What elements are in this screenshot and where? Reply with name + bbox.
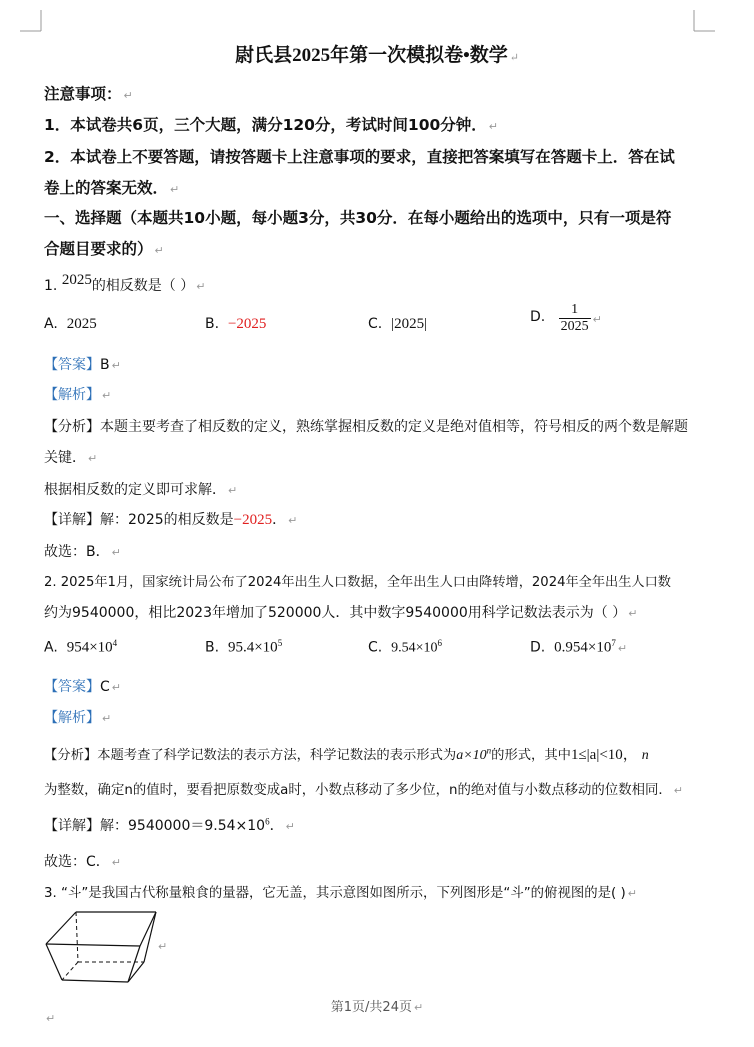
q1-analysis-line-2: 关键． ↵ <box>44 450 98 466</box>
end-para-mark: ↵ <box>46 1012 56 1025</box>
corner-mark-top-right <box>693 10 715 32</box>
figure-para-mark: ↵ <box>158 940 168 953</box>
q2-choose: 故选：C． ↵ <box>44 854 121 870</box>
q1-method: 根据相反数的定义即可求解． ↵ <box>44 482 238 498</box>
notice-item-2-line-2: 卷上的答案无效． ↵ <box>44 179 180 197</box>
q1-choose: 故选：B． ↵ <box>44 544 121 560</box>
q2-analysis-line-2: 为整数，确定n的值时，要看把原数变成a时，小数点移动了多少位，n的绝对值与小数点移动的位数相同． ↵ <box>44 783 683 798</box>
q2-option-a: A. $954\times 10^4$ <box>44 638 118 656</box>
section-header-line-2: 合题目要求的） ↵ <box>44 240 164 258</box>
question-2-line-1: 2. 2025年1月，国家统计局公布了2024年出生人口数据，全年出生人口由降转增，2024年全年出生人口数 <box>44 575 671 590</box>
q1-answer: 【答案】B ↵ <box>44 357 121 373</box>
q1-option-d: D. $\frac{1}{2025}$ ↵ <box>530 302 602 334</box>
q1-option-a: A. 2025 <box>44 316 97 332</box>
page-footer: 第1页/共24页 ↵ <box>330 1000 424 1015</box>
q2-option-c: C. $9.54\times 10^6$ <box>368 638 443 656</box>
q2-analysis-line-1: 【分析】本题考查了科学记数法的表示方法，科学记数法的表示形式为$a\times 10^n$的形式，其中1≤|a|<10， n <box>44 745 649 763</box>
notice-item-1: 1．本试卷共6页，三个大题，满分120分，考试时间100分钟． ↵ <box>44 116 498 134</box>
q1-option-c: C. |2025| <box>368 316 428 332</box>
q2-answer: 【答案】C ↵ <box>44 679 121 695</box>
notice-heading: 注意事项： ↵ <box>44 85 133 103</box>
q1-option-b: B. −2025 <box>205 316 267 332</box>
question-1-stem: 1. 2025的相反数是（ ） ↵ <box>44 272 206 294</box>
dou-measure-figure <box>40 906 164 990</box>
q1-analysis-line-1: 【分析】本题主要考查了相反数的定义，熟练掌握相反数的定义是绝对值相等，符号相反的两个数是解题 <box>44 419 688 435</box>
q1-detail: 【详解】解：2025的相反数是−2025． ↵ <box>44 512 298 528</box>
q2-option-b: B. $95.4\times 10^5$ <box>205 638 283 656</box>
page-title: 尉氏县2025年第一次模拟卷•数学 ↵ <box>235 45 519 66</box>
section-header-line-1: 一、选择题（本题共10小题，每小题3分，共30分．在每小题给出的选项中，只有一项是符 <box>44 209 672 227</box>
q2-jiexi: 【解析】 ↵ <box>44 710 112 726</box>
q2-detail: 【详解】解：$9540000=9.54\times 10^6$． ↵ <box>44 816 295 834</box>
q2-option-d: D. $0.954\times 10^7$ ↵ <box>530 638 628 656</box>
notice-item-2-line-1: 2．本试卷上不要答题，请按答题卡上注意事项的要求，直接把答案填写在答题卡上．答在试 <box>44 148 675 166</box>
fraction-numerator: 1 <box>559 302 591 319</box>
corner-mark-top-left <box>20 10 42 32</box>
question-2-line-2: 约为9540000，相比2023年增加了520000人．其中数字9540000用科学记数法表示为（ ） ↵ <box>44 605 638 621</box>
q1-jiexi: 【解析】 ↵ <box>44 387 112 403</box>
fraction-denominator: 2025 <box>560 319 589 334</box>
question-3-stem: 3. “斗”是我国古代称量粮食的量器，它无盖，其示意图如图所示，下列图形是“斗”的俯视图的是( ) ↵ <box>44 886 637 901</box>
